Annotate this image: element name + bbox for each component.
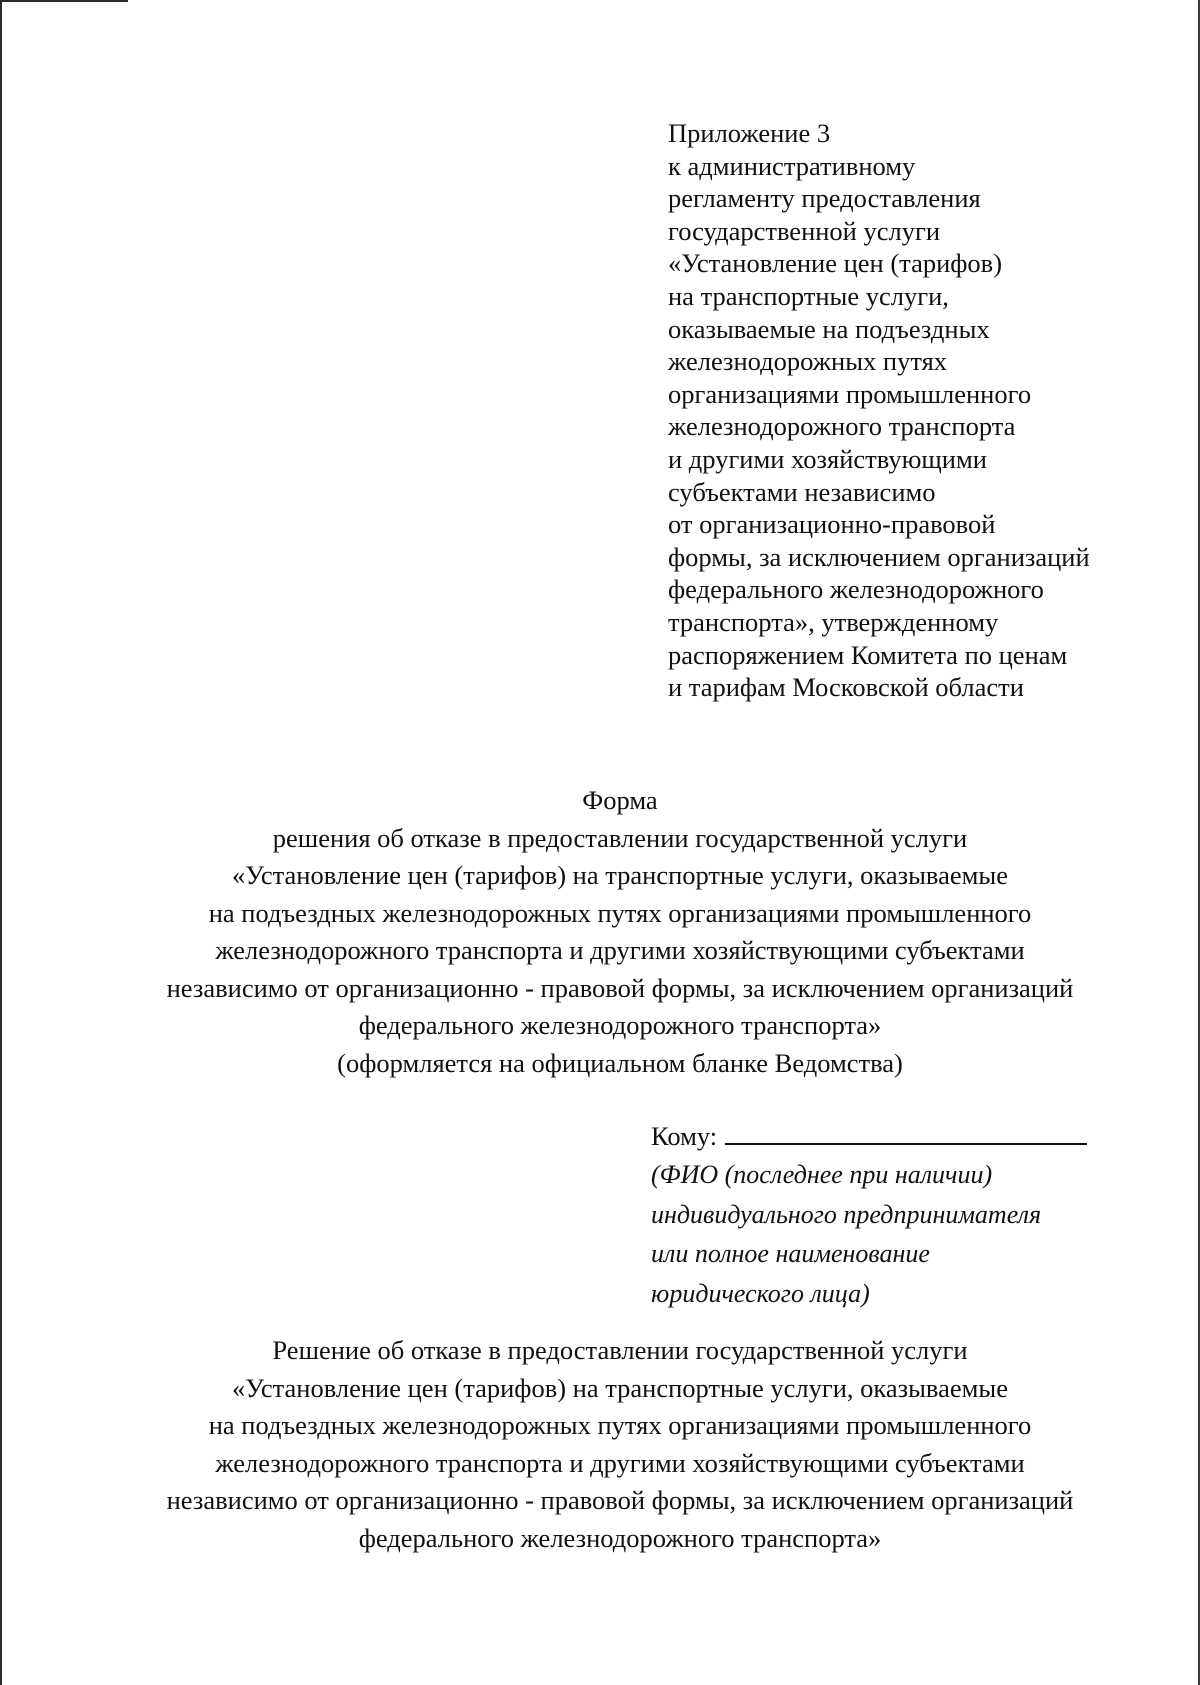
appendix-line: регламенту предоставления: [668, 183, 981, 214]
recipient-fill-line[interactable]: [725, 1115, 1087, 1145]
recipient-hint-line: индивидуального предпринимателя: [651, 1199, 1042, 1229]
appendix-line: субъектами независимо: [668, 476, 936, 507]
appendix-note: [668, 117, 1168, 704]
appendix-line: на транспортные услуги,: [668, 280, 949, 311]
decision-line: «Установление цен (тарифов) на транспортные услуги, оказываемые: [232, 1372, 1008, 1403]
decision-line: железнодорожного транспорта и другими хозяйствующими субъектами: [215, 1447, 1025, 1478]
form-header-note: (оформляется на официальном бланке Ведомства): [337, 1047, 903, 1078]
appendix-line: государственной услуги: [668, 215, 941, 246]
decision-line: на подъездных железнодорожных путях организациями промышленного: [208, 1410, 1032, 1440]
decision-line: федерального железнодорожного транспорта»: [358, 1522, 882, 1553]
appendix-line: распоряжением Комитета по ценам: [668, 639, 1068, 670]
appendix-line: транспорта», утвержденному: [668, 606, 999, 637]
appendix-line: оказываемые на подъездных: [668, 313, 990, 344]
appendix-line: и другими хозяйствующими: [668, 443, 987, 474]
form-header-line: железнодорожного транспорта и другими хозяйствующими субъектами: [215, 935, 1025, 965]
scan-edge-top: [0, 0, 128, 2]
recipient-hint-line: (ФИО (последнее при наличии): [651, 1160, 993, 1189]
appendix-line: Приложение 3: [668, 118, 831, 148]
form-header-line: независимо от организационно - правовой формы, за исключением организаций: [166, 972, 1074, 1003]
decision-line: независимо от организационно - правовой формы, за исключением организаций: [166, 1485, 1074, 1515]
decision-line: Решение об отказе в предоставлении государственной услуги: [272, 1335, 968, 1365]
appendix-line: формы, за исключением организаций: [668, 541, 1090, 572]
form-header-line: на подъездных железнодорожных путях организациями промышленного: [208, 897, 1032, 928]
form-header-line: федерального железнодорожного транспорта»: [358, 1010, 882, 1040]
form-title: Форма: [582, 785, 658, 815]
appendix-line: от организационно-правовой: [668, 509, 996, 540]
appendix-line: железнодорожных путях: [668, 346, 948, 377]
recipient-row: [651, 1115, 1171, 1155]
appendix-line: и тарифам Московской области: [668, 672, 1024, 703]
appendix-line: «Установление цен (тарифов): [668, 248, 1003, 279]
appendix-line: к административному: [668, 150, 916, 181]
form-header: [60, 782, 1180, 1082]
appendix-line: железнодорожного транспорта: [668, 411, 1016, 442]
form-header-line: «Установление цен (тарифов) на транспортные услуги, оказываемые: [232, 860, 1008, 890]
recipient-label: Кому:: [651, 1121, 718, 1151]
decision-title: [60, 1332, 1180, 1557]
form-header-line: решения об отказе в предоставлении государственной услуги: [272, 822, 968, 853]
recipient-hint-line: юридического лица): [651, 1278, 870, 1308]
recipient-hint-line: или полное наименование: [651, 1239, 930, 1268]
scan-edge-left: [0, 0, 2, 1685]
recipient-block: [651, 1115, 1171, 1313]
appendix-line: федерального железнодорожного: [668, 574, 1044, 605]
appendix-line: организациями промышленного: [668, 378, 1032, 409]
